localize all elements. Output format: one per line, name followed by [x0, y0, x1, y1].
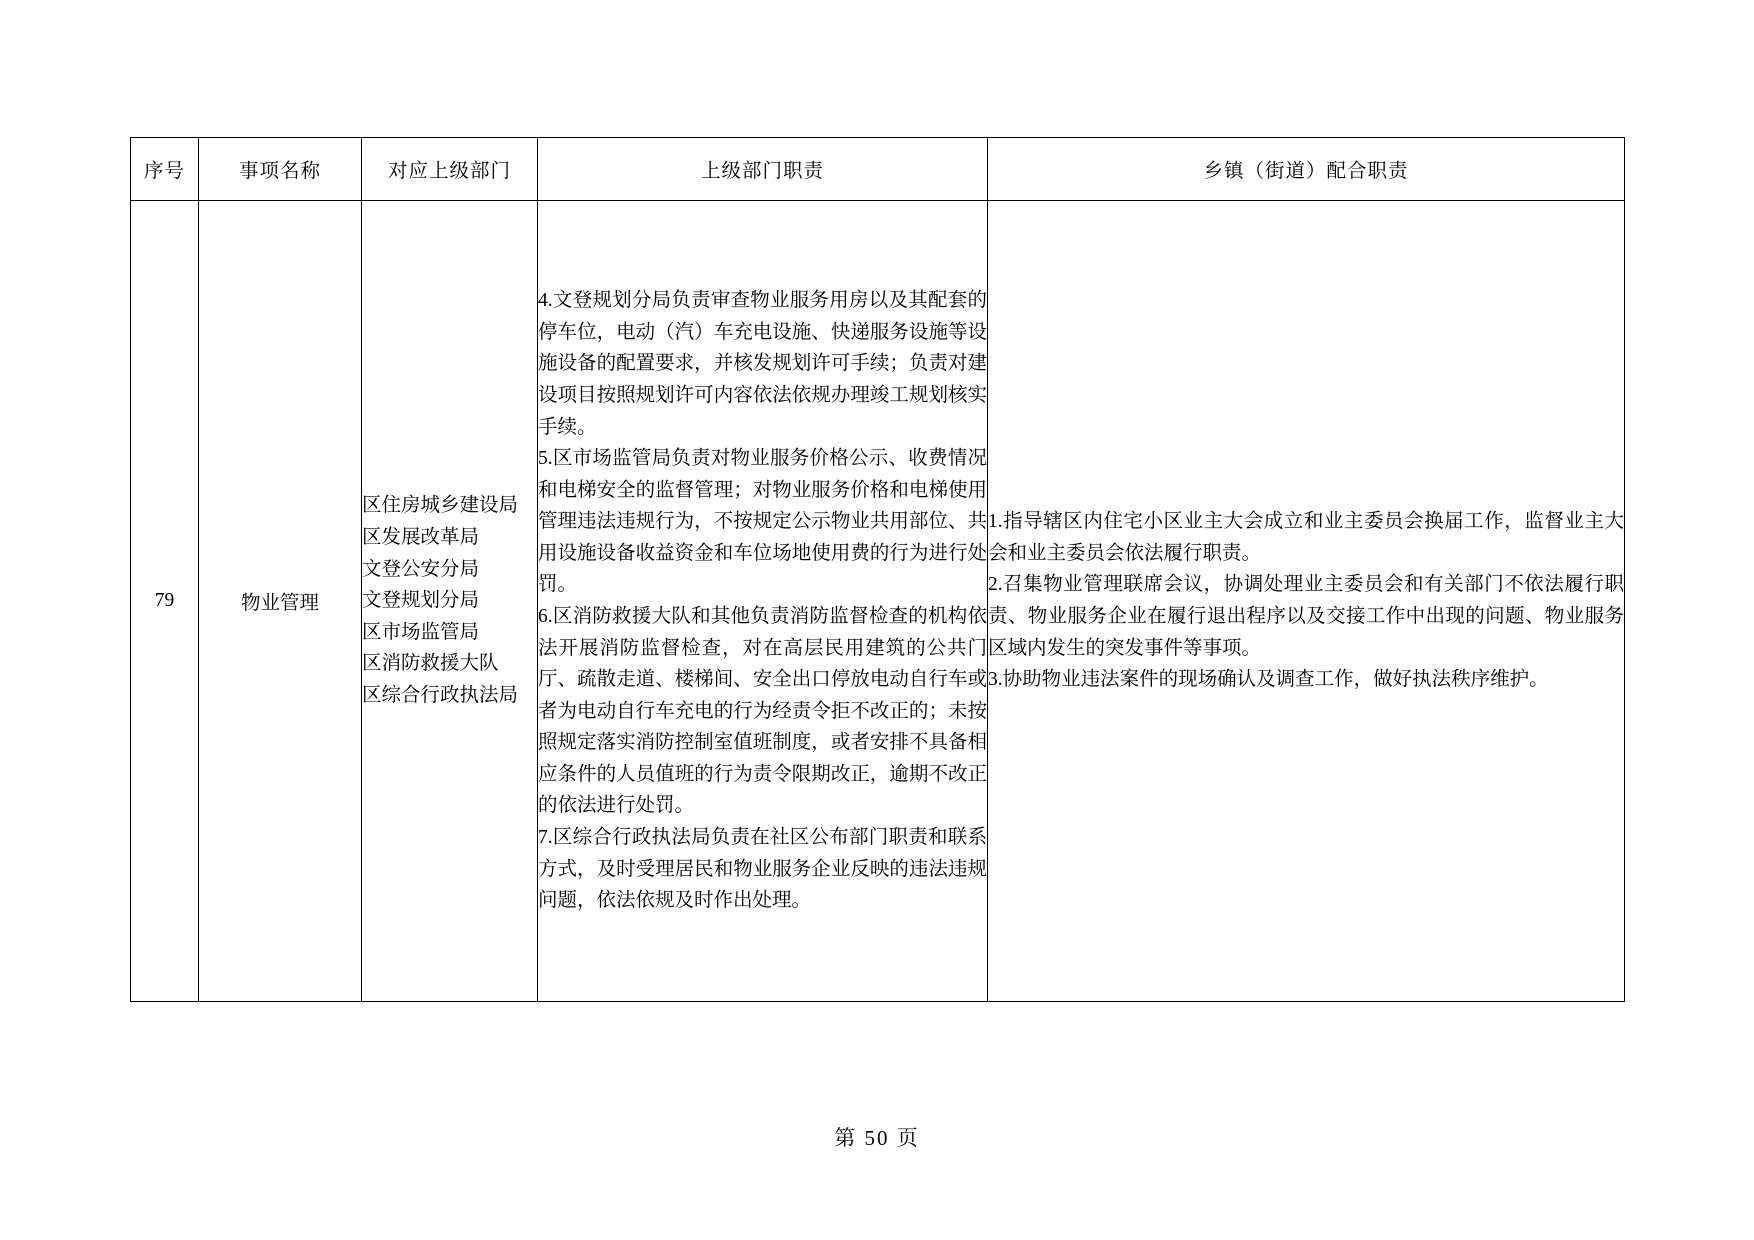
column-header-upper-duty: 上级部门职责	[538, 138, 988, 201]
department-item: 区市场监管局	[362, 621, 480, 643]
column-header-item-name: 事项名称	[199, 138, 362, 201]
responsibility-table	[130, 137, 1625, 1002]
table-header-row	[131, 138, 1625, 201]
cell-upper-duties	[538, 201, 988, 1002]
upper-duty-paragraph: 6.区消防救援大队和其他负责消防监督检查的机构依法开展消防监督检查，对在高层民用建筑的公共门厅、疏散走道、楼梯间、安全出口停放电动自行车或者为电动自行车充电的行为经责令拒不改正的；未按照规定落实消防控制室值班制度，或者安排不具备相应条件的人员值班的行为责令限期改正，逾期不改正的依法进行处罚。	[538, 606, 987, 817]
cell-cooperation-duties	[988, 201, 1625, 1002]
department-item: 文登规划分局	[362, 590, 480, 612]
upper-duty-paragraph: 7.区综合行政执法局负责在社区公布部门职责和联系方式，及时受理居民和物业服务企业反映的违法违规问题，依法依规及时作出处理。	[538, 827, 987, 912]
footer-prefix: 第	[834, 1126, 858, 1150]
column-header-department: 对应上级部门	[362, 138, 538, 201]
department-item: 文登公安分局	[362, 558, 480, 580]
cooperation-duty-paragraph: 1.指导辖区内住宅小区业主大会成立和业主委员会换届工作，监督业主大会和业主委员会依法履行职责。	[988, 511, 1624, 564]
department-item: 区住房城乡建设局	[362, 495, 519, 517]
upper-duty-list	[538, 285, 987, 917]
upper-duty-paragraph: 5.区市场监管局负责对物业服务价格公示、收费情况和电梯安全的监督管理；对物业服务价格和电梯使用管理违法违规行为，不按规定公示物业共用部位、共用设施设备收益资金和车位场地使用费的行为进行处罚。	[538, 448, 987, 596]
cell-departments	[362, 201, 538, 1002]
table-row	[131, 201, 1625, 1002]
column-header-sequence: 序号	[131, 138, 199, 201]
department-list	[362, 490, 537, 711]
upper-duty-paragraph: 4.文登规划分局负责审查物业服务用房以及其配套的停车位，电动（汽）车充电设施、快递服务设施等设施设备的配置要求，并核发规划许可手续；负责对建设项目按照规划许可内容依法依规办理竣工规划核实手续。	[538, 290, 987, 438]
department-item: 区发展改革局	[362, 527, 480, 549]
department-item: 区综合行政执法局	[362, 684, 519, 706]
column-header-cooperation-duty: 乡镇（街道）配合职责	[988, 138, 1625, 201]
cell-item-name: 物业管理	[199, 201, 362, 1002]
department-item: 区消防救援大队	[362, 653, 499, 675]
footer-page-number: 50	[864, 1126, 890, 1150]
cooperation-duty-list	[988, 506, 1624, 695]
cell-sequence: 79	[131, 201, 199, 1002]
page-footer	[0, 1122, 1754, 1152]
cooperation-duty-paragraph: 3.协助物业违法案件的现场确认及调查工作，做好执法秩序维护。	[988, 669, 1549, 691]
footer-suffix: 页	[896, 1126, 920, 1150]
cooperation-duty-paragraph: 2.召集物业管理联席会议，协调处理业主委员会和有关部门不依法履行职责、物业服务企业在履行退出程序以及交接工作中出现的问题、物业服务区域内发生的突发事件等事项。	[988, 574, 1624, 659]
